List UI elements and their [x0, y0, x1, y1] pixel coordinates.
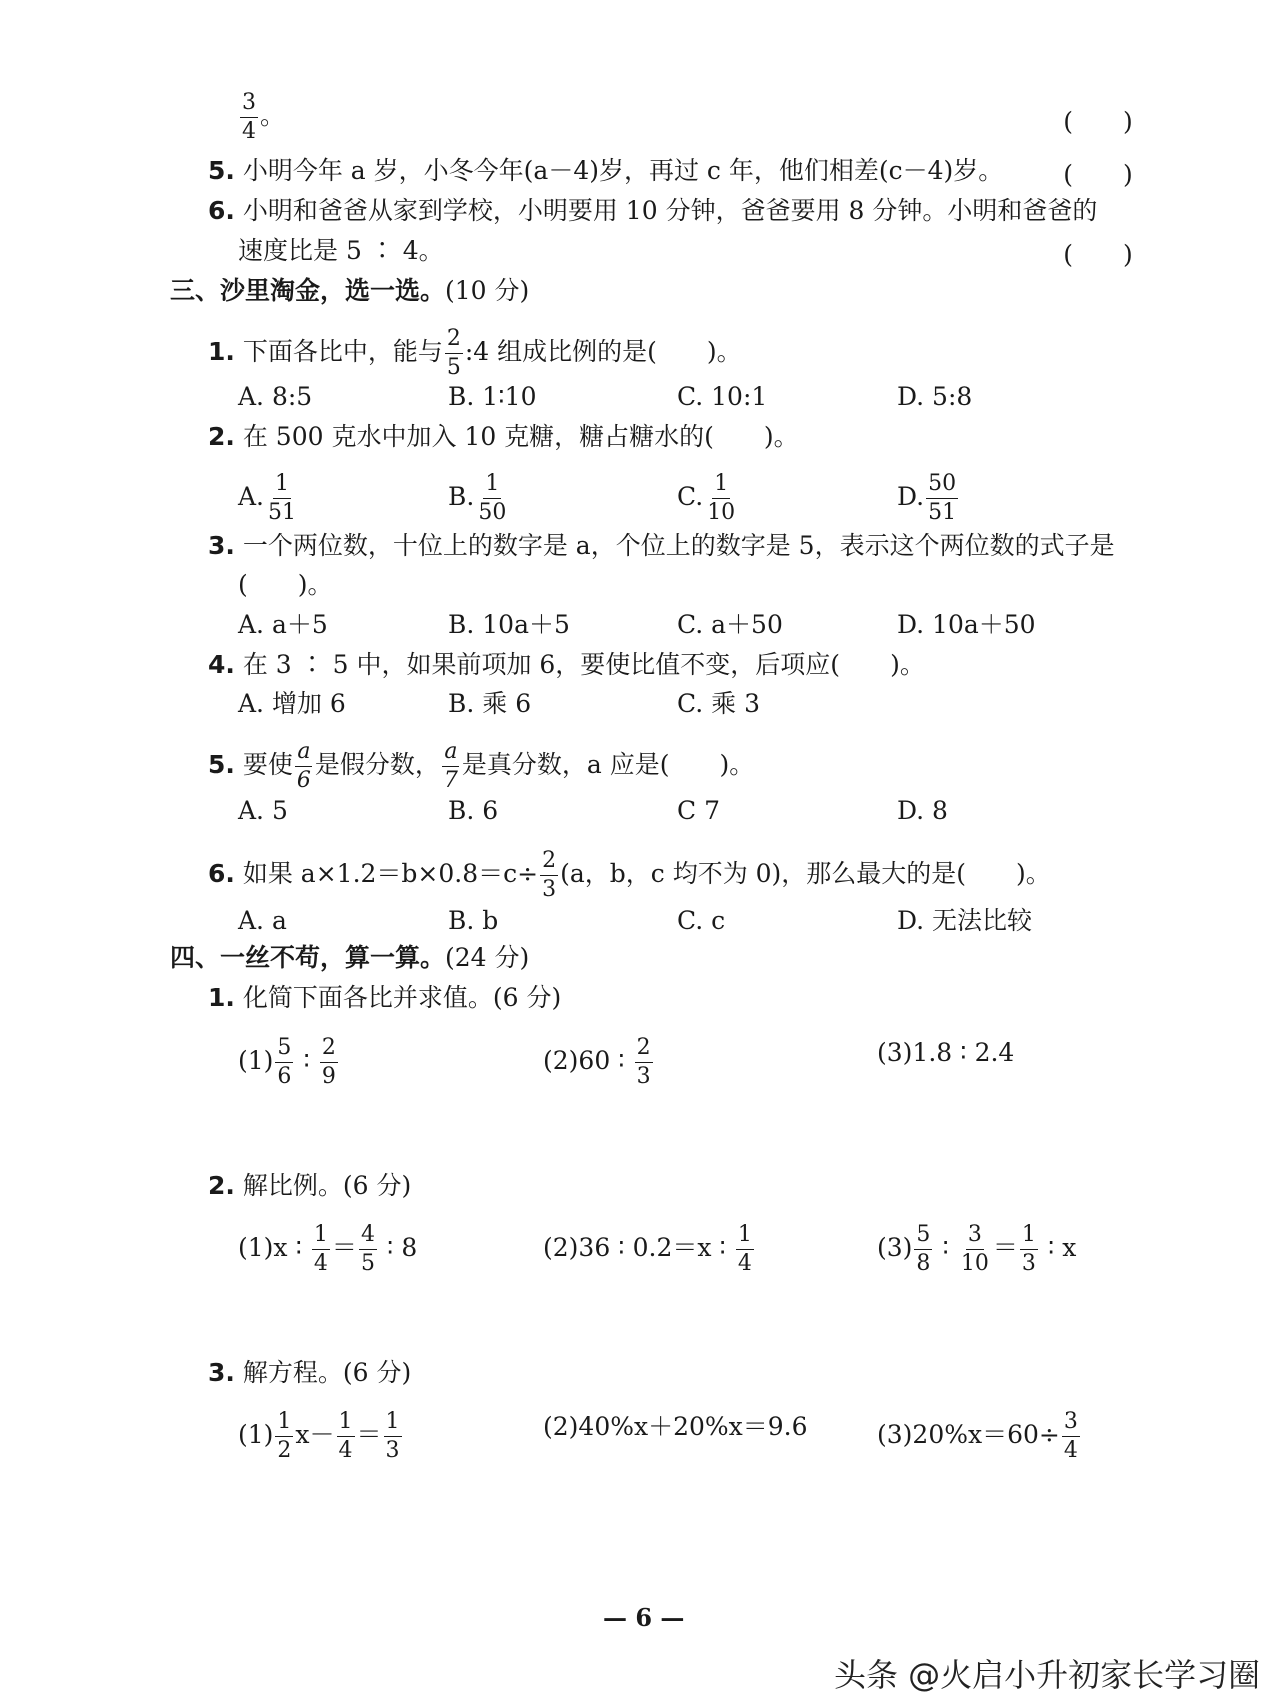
answer-paren[interactable]: ( ) — [1063, 107, 1133, 136]
fraction: $\frac{1}{50}$ — [478, 471, 507, 525]
s3-question-6: 6. 如果 a×1.2＝b×0.8＝c÷ $\frac{2}{3}$ (a，b，c 均不为 0)，那么最大的是( )。 — [208, 848, 1051, 902]
s3-question-3-line2: ( )。 — [238, 570, 333, 599]
option-d[interactable]: D. 10a＋50 — [897, 610, 1036, 639]
option-d[interactable]: D. 8 — [897, 796, 948, 825]
s4-q2-part-3: (3) $\frac{5}{8}$ ∶ $\frac{3}{10}$ ＝ $\frac{1}{3}$ ∶ x — [877, 1222, 1077, 1276]
fraction: $\frac{a}{6}$ — [296, 739, 311, 793]
fraction: $\frac{1}{4}$ — [313, 1222, 328, 1276]
section-4-heading: 四、一丝不苟，算一算。(24 分) — [170, 943, 530, 972]
option-d[interactable]: D. $\frac{50}{51}$ — [897, 471, 957, 525]
fraction: $\frac{1}{51}$ — [268, 471, 297, 525]
fraction: $\frac{1}{4}$ — [338, 1409, 353, 1463]
fraction: $\frac{1}{2}$ — [277, 1409, 292, 1463]
fraction: $\frac{1}{3}$ — [1021, 1222, 1036, 1276]
option-b[interactable]: B. 6 — [448, 796, 499, 825]
s4-q1-part-3: (3)1.8 ∶ 2.4 — [877, 1038, 1015, 1067]
fraction: $\frac{50}{51}$ — [928, 471, 957, 525]
option-d[interactable]: D. 5:8 — [897, 382, 973, 411]
s3-question-2: 2. 在 500 克水中加入 10 克糖，糖占糖水的( )。 — [208, 422, 799, 451]
fraction: $\frac{2}{3}$ — [636, 1035, 651, 1089]
option-c[interactable]: C 7 — [677, 796, 720, 825]
option-a[interactable]: A. $\frac{1}{51}$ — [238, 471, 297, 525]
option-b[interactable]: B. $\frac{1}{50}$ — [448, 471, 507, 525]
option-b[interactable]: B. 1∶10 — [448, 382, 537, 411]
option-a[interactable]: A. a＋5 — [238, 610, 328, 639]
s3-question-1: 1. 下面各比中，能与 $\frac{2}{5}$ :4 组成比例的是( )。 — [208, 326, 742, 380]
page-number: — 6 — — [603, 1603, 685, 1632]
s3-question-4: 4. 在 3 ∶ 5 中，如果前项加 6，要使比值不变，后项应( )。 — [208, 650, 925, 679]
option-a[interactable]: A. 增加 6 — [238, 689, 346, 718]
fraction: $\frac{1}{10}$ — [707, 471, 736, 525]
fraction: $\frac{1}{3}$ — [385, 1409, 400, 1463]
option-a[interactable]: A. a — [238, 906, 287, 935]
option-c[interactable]: C. c — [677, 906, 726, 935]
tf-question-5: 5. 小明今年 a 岁，小冬今年(a－4)岁，再过 c 年，他们相差(c－4)岁。 — [208, 156, 1004, 185]
s4-q3-part-3: (3)20%x＝60÷ $\frac{3}{4}$ — [877, 1409, 1078, 1463]
fraction: $\frac{3}{4}$ — [1063, 1409, 1078, 1463]
s4-q2-part-1: (1)x ∶ $\frac{1}{4}$ ＝ $\frac{4}{5}$ ∶ 8 — [238, 1222, 418, 1276]
option-b[interactable]: B. 乘 6 — [448, 689, 532, 718]
fraction: $\frac{2}{9}$ — [321, 1035, 336, 1089]
fraction: $\frac{5}{6}$ — [277, 1035, 292, 1089]
tf-question-6-line2: 速度比是 5 ∶ 4。 — [238, 236, 444, 265]
fraction: $\frac{5}{8}$ — [916, 1222, 931, 1276]
tf-question-6: 6. 小明和爸爸从家到学校，小明要用 10 分钟，爸爸要用 8 分钟。小明和爸爸的 — [208, 196, 1098, 225]
s4-q1-part-2: (2)60 ∶ $\frac{2}{3}$ — [543, 1035, 651, 1089]
option-b[interactable]: B. 10a＋5 — [448, 610, 570, 639]
fraction: $\frac{1}{4}$ — [737, 1222, 752, 1276]
s4-q3-part-2: (2)40%x＋20%x＝9.6 — [543, 1412, 808, 1441]
fraction: $\frac{a}{7}$ — [443, 739, 458, 793]
option-c[interactable]: C. 乘 3 — [677, 689, 760, 718]
s4-question-2: 2. 解比例。(6 分) — [208, 1171, 412, 1200]
s4-q1-part-1: (1) $\frac{5}{6}$ ∶ $\frac{2}{9}$ — [238, 1035, 336, 1089]
option-a[interactable]: A. 5 — [238, 796, 288, 825]
answer-paren[interactable]: ( ) — [1063, 240, 1133, 269]
s4-q3-part-1: (1) $\frac{1}{2}$ x－ $\frac{1}{4}$ ＝ $\frac{1}{3}$ — [238, 1409, 400, 1463]
option-a[interactable]: A. 8:5 — [238, 382, 313, 411]
watermark: 头条 @火启小升初家长学习圈 — [834, 1656, 1261, 1694]
s4-question-1: 1. 化简下面各比并求值。(6 分) — [208, 983, 562, 1012]
option-c[interactable]: C. 10:1 — [677, 382, 768, 411]
fraction: $\frac{2}{5}$ — [446, 326, 461, 380]
fraction: $\frac{4}{5}$ — [360, 1222, 375, 1276]
option-b[interactable]: B. b — [448, 906, 499, 935]
s3-question-3: 3. 一个两位数，十位上的数字是 a，个位上的数字是 5，表示这个两位数的式子是 — [208, 531, 1115, 560]
s4-question-3: 3. 解方程。(6 分) — [208, 1358, 412, 1387]
s3-question-5: 5. 要使 $\frac{a}{6}$ 是假分数， $\frac{a}{7}$ 是真分数，a 应是( )。 — [208, 739, 755, 793]
s4-q2-part-2: (2)36 ∶ 0.2＝x ∶ $\frac{1}{4}$ — [543, 1222, 752, 1276]
answer-paren[interactable]: ( ) — [1063, 160, 1133, 189]
option-c[interactable]: C. a＋50 — [677, 610, 783, 639]
fraction: $\frac{3}{4}$ — [242, 90, 256, 144]
prev-question-tail: $\frac{3}{4}$ 。 — [242, 90, 286, 144]
fraction: $\frac{3}{10}$ — [960, 1222, 989, 1276]
option-c[interactable]: C. $\frac{1}{10}$ — [677, 471, 736, 525]
fraction: $\frac{2}{3}$ — [542, 848, 557, 902]
option-d[interactable]: D. 无法比较 — [897, 906, 1033, 935]
section-3-heading: 三、沙里淘金，选一选。(10 分) — [170, 276, 530, 305]
